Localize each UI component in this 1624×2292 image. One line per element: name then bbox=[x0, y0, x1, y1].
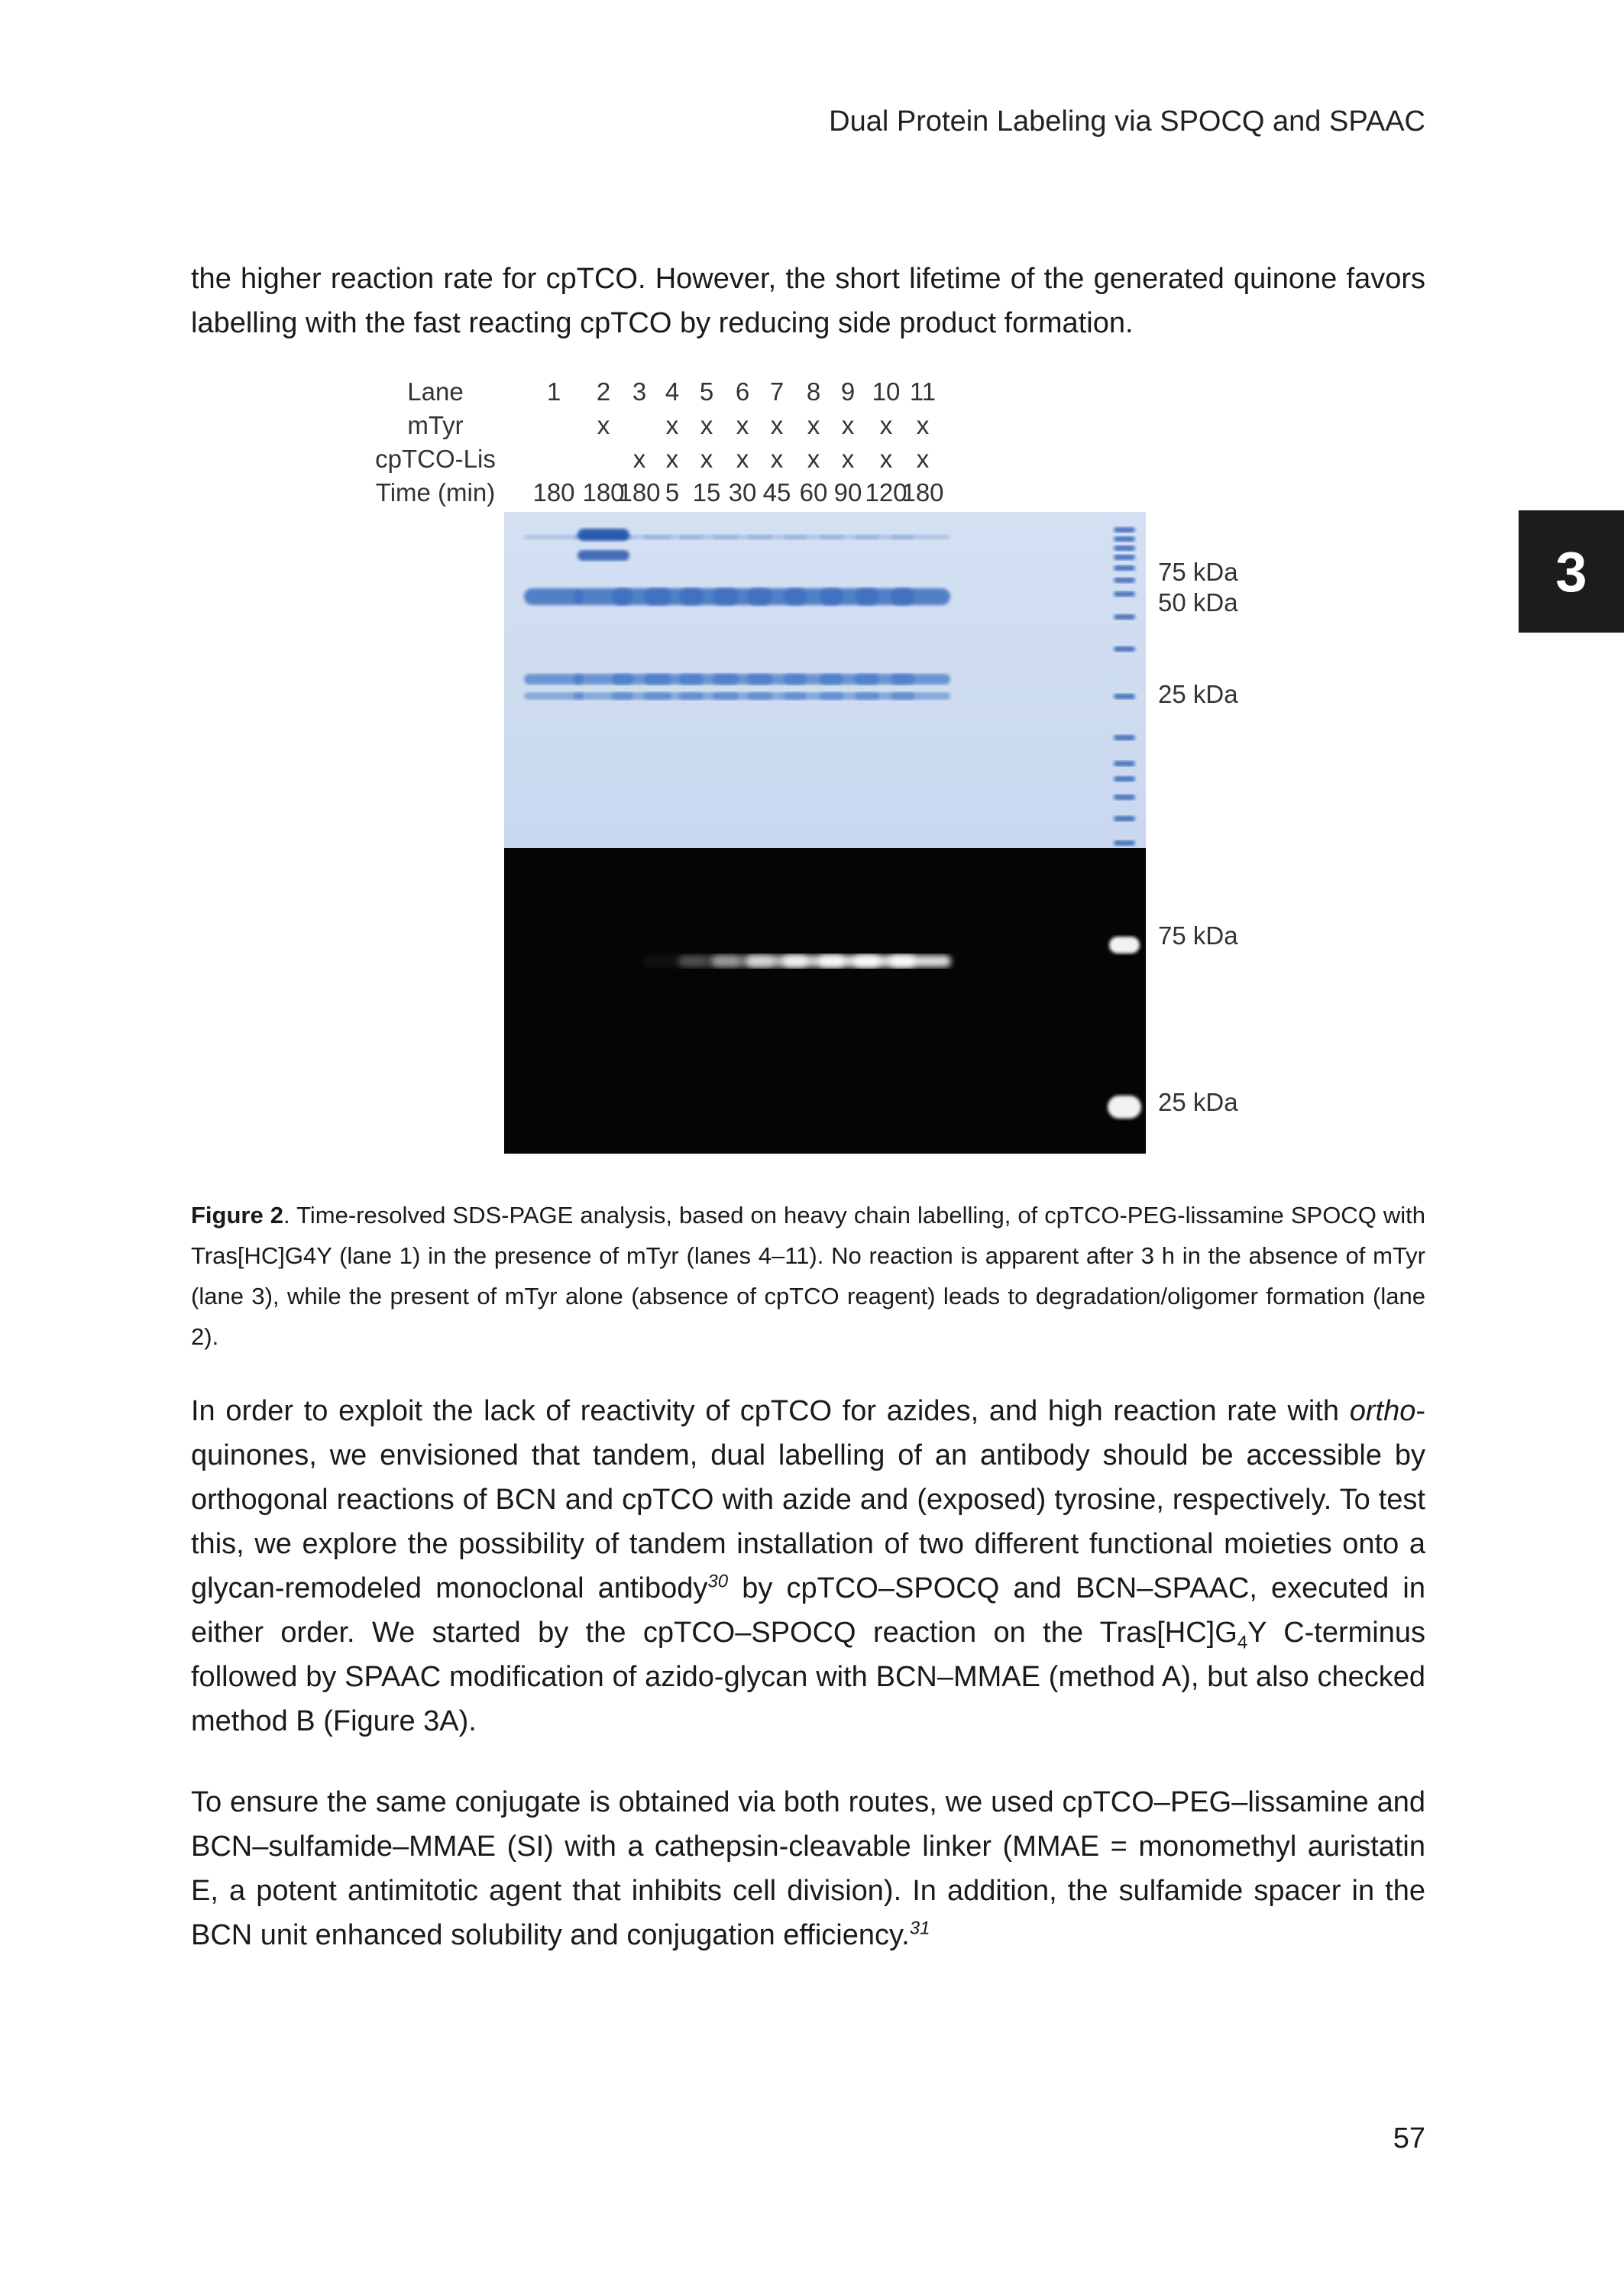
mw-label-25-bottom: 25 kDa bbox=[1158, 1088, 1238, 1116]
p3-text-a: To ensure the same conjugate is obtained via both routes, we used cpTCO–PEG–lissamine and BCN–sulfamide–MMAE (SI) with a cathepsin-cleavable linker (MMAE = monomethyl auristatin E, a potent antimitotic agent that inhibits cell division). In addition, the sulfamide spacer in the BCN unit enhanced solubility and conjugation efficiency. bbox=[191, 1786, 1425, 1951]
time-value-lane-11: 180 bbox=[901, 478, 944, 507]
running-header: Dual Protein Labeling via SPOCQ and SPAAC bbox=[829, 105, 1425, 138]
fluor-ladder-75 bbox=[1109, 937, 1140, 953]
paragraph-2 bbox=[191, 1389, 1425, 1743]
p2-text-d: Y C-terminus followed by SPAAC modification of azido-glycan with BCN–MMAE (method A), but also checked method B (Figure 3A). bbox=[191, 1617, 1426, 1737]
mtyr-mark-lane-2: x bbox=[597, 411, 610, 439]
ladder-band-4 bbox=[1114, 555, 1135, 560]
caption-text: . Time-resolved SDS-PAGE analysis, based on heavy chain labelling, of cpTCO-PEG-lissamine SPOCQ with Tras[HC]G4Y (lane 1) in the presence of mTyr (lanes 4–11). No reaction is apparent after 3 h in the absence of mTyr (lane 3), while the present of mTyr alone (absence of cpTCO reagent) leads to degradation/oligomer formation (lane 2). bbox=[191, 1202, 1425, 1350]
time-value-lane-4: 5 bbox=[665, 478, 680, 507]
ladder-band-15 bbox=[1114, 816, 1135, 821]
ladder-band-16 bbox=[1114, 840, 1135, 846]
cptco-mark-lane-10: x bbox=[879, 445, 893, 473]
time-value-lane-2: 180 bbox=[582, 478, 625, 507]
p2-subscript: 4 bbox=[1237, 1632, 1248, 1653]
fluorescence-panel bbox=[504, 848, 1146, 1154]
mw-label-75-top: 75 kDa bbox=[1158, 558, 1238, 586]
mtyr-mark-lane-10: x bbox=[879, 411, 893, 439]
cptco-mark-lane-8: x bbox=[807, 445, 820, 473]
cptco-mark-lane-7: x bbox=[770, 445, 784, 473]
mtyr-mark-lane-5: x bbox=[700, 411, 713, 439]
ladder-band-1 bbox=[1114, 527, 1135, 533]
mw-label-25-top: 25 kDa bbox=[1158, 680, 1238, 708]
lane-number-lane-11: 11 bbox=[909, 377, 937, 406]
mtyr-mark-lane-4: x bbox=[665, 411, 679, 439]
oligomer-band-1 bbox=[577, 529, 629, 541]
ladder-band-10 bbox=[1114, 694, 1135, 699]
ladder-band-12 bbox=[1114, 761, 1135, 766]
row-label-lane: Lane bbox=[407, 377, 464, 406]
time-value-lane-1: 180 bbox=[532, 478, 575, 507]
lane-number-lane-6: 6 bbox=[735, 377, 750, 406]
paragraph-3 bbox=[191, 1780, 1425, 1957]
page-number: 57 bbox=[1393, 2122, 1425, 2154]
cptco-mark-lane-5: x bbox=[700, 445, 713, 473]
sds-page-gel bbox=[504, 512, 1146, 1154]
time-value-lane-10: 120 bbox=[865, 478, 907, 507]
oligomer-band-2 bbox=[577, 550, 629, 561]
figure-caption bbox=[191, 1195, 1425, 1357]
time-value-lane-9: 90 bbox=[833, 478, 862, 507]
time-value-lane-3: 180 bbox=[618, 478, 661, 507]
lane-number-lane-2: 2 bbox=[596, 377, 611, 406]
lane-number-lane-1: 1 bbox=[546, 377, 561, 406]
mtyr-mark-lane-7: x bbox=[770, 411, 784, 439]
ladder-band-5 bbox=[1114, 565, 1135, 571]
cptco-mark-lane-6: x bbox=[736, 445, 749, 473]
lc-band2-lane-11 bbox=[891, 692, 950, 700]
citation-31: 31 bbox=[909, 1918, 930, 1939]
row-label-time: Time (min) bbox=[375, 478, 496, 507]
lane-number-lane-8: 8 bbox=[806, 377, 821, 406]
hc-band-lane-11 bbox=[891, 588, 950, 605]
cptco-mark-lane-9: x bbox=[841, 445, 855, 473]
p2-text-b: -quinones, we envisioned that tandem, dual labelling of an antibody should be accessible by orthogonal reactions of BCN and cpTCO with azide and (exposed) tyrosine, respectively. To test this, we explore the possibility of tandem installation of two different functional moieties onto a glycan-remodeled monoclonal antibody bbox=[191, 1395, 1425, 1604]
mw-label-75-bottom: 75 kDa bbox=[1158, 921, 1238, 950]
time-value-lane-8: 60 bbox=[799, 478, 828, 507]
ladder-band-6 bbox=[1114, 578, 1135, 583]
p2-text-c: by cpTCO–SPOCQ and BCN–SPAAC, executed in either order. We started by the cpTCO–SPOCQ reaction on the Tras[HC]G bbox=[191, 1572, 1425, 1649]
mtyr-mark-lane-8: x bbox=[807, 411, 820, 439]
ladder-band-7 bbox=[1114, 591, 1135, 597]
lc-band-lane-11 bbox=[891, 674, 950, 685]
lane-number-lane-9: 9 bbox=[840, 377, 856, 406]
cptco-mark-lane-11: x bbox=[916, 445, 930, 473]
lane-number-lane-3: 3 bbox=[632, 377, 647, 406]
fluor-band-lane-11 bbox=[890, 955, 951, 967]
gel-image bbox=[504, 512, 1146, 1154]
ladder-band-3 bbox=[1114, 545, 1135, 551]
row-label-cptco: cpTCO-Lis bbox=[375, 445, 496, 473]
faint-band-lane-11 bbox=[891, 535, 950, 539]
time-value-lane-5: 15 bbox=[692, 478, 721, 507]
citation-30: 30 bbox=[707, 1571, 729, 1592]
ladder-band-14 bbox=[1114, 795, 1135, 800]
ladder-band-2 bbox=[1114, 536, 1135, 542]
time-value-lane-7: 45 bbox=[762, 478, 791, 507]
chapter-tab: 3 bbox=[1519, 510, 1624, 633]
mtyr-mark-lane-9: x bbox=[841, 411, 855, 439]
ladder-band-13 bbox=[1114, 776, 1135, 782]
cptco-mark-lane-4: x bbox=[665, 445, 679, 473]
mtyr-mark-lane-11: x bbox=[916, 411, 930, 439]
lane-label-table bbox=[367, 377, 1131, 515]
mtyr-mark-lane-6: x bbox=[736, 411, 749, 439]
mw-label-50-top: 50 kDa bbox=[1158, 588, 1238, 617]
paragraph-1: the higher reaction rate for cpTCO. However, the short lifetime of the generated quinone favors labelling with the fast reacting cpTCO by reducing side product formation. bbox=[191, 263, 1425, 339]
p2-italic: ortho bbox=[1349, 1395, 1416, 1427]
time-value-lane-6: 30 bbox=[728, 478, 757, 507]
cptco-mark-lane-3: x bbox=[632, 445, 646, 473]
lane-number-lane-7: 7 bbox=[769, 377, 785, 406]
lane-number-lane-5: 5 bbox=[699, 377, 714, 406]
caption-label: Figure 2 bbox=[191, 1202, 284, 1229]
fluor-ladder-25 bbox=[1108, 1096, 1141, 1118]
lane-number-lane-4: 4 bbox=[665, 377, 680, 406]
ladder-band-11 bbox=[1114, 735, 1135, 740]
row-label-mtyr: mTyr bbox=[407, 411, 464, 439]
p2-text-a: In order to exploit the lack of reactivity of cpTCO for azides, and high reaction rate with bbox=[191, 1395, 1350, 1427]
lane-number-lane-10: 10 bbox=[872, 377, 901, 406]
ladder-band-9 bbox=[1114, 646, 1135, 652]
ladder-band-8 bbox=[1114, 614, 1135, 620]
